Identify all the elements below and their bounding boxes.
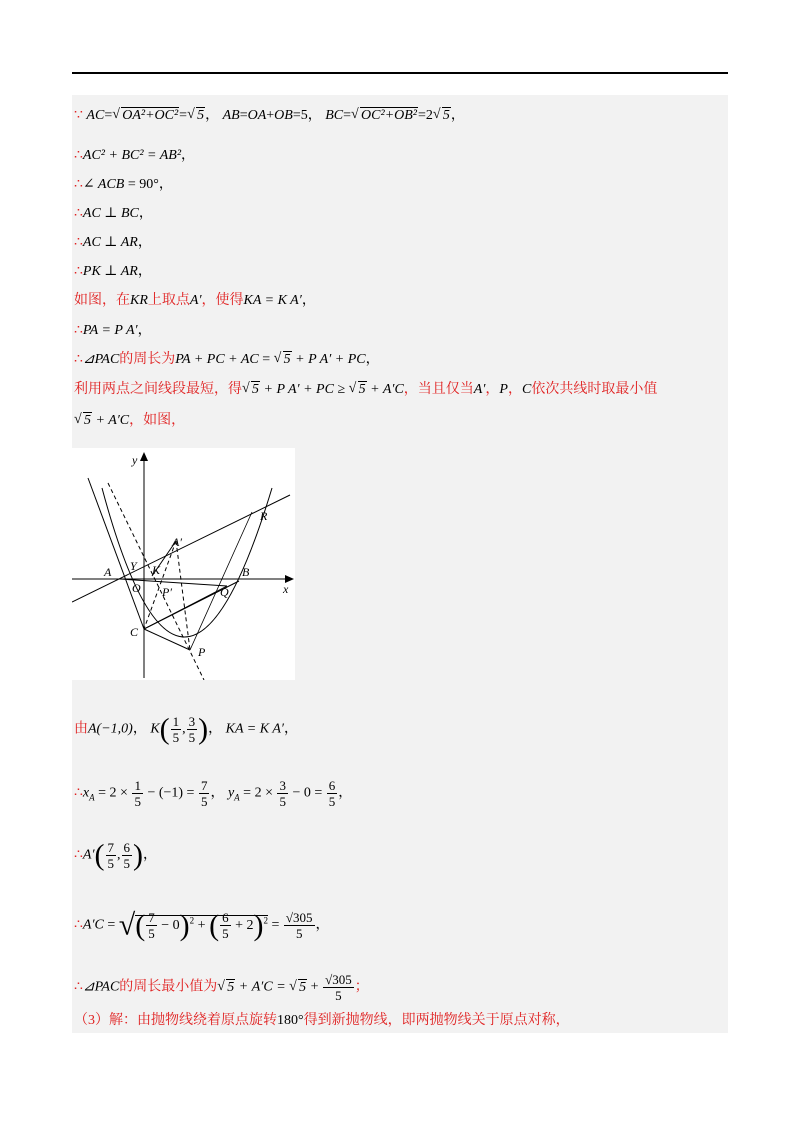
label-P: P <box>198 645 206 659</box>
label-A: A <box>104 565 112 579</box>
parabola <box>102 488 272 637</box>
label-Y: Y <box>130 559 137 573</box>
label-P-prime: P′ <box>162 585 172 599</box>
line-16: ∴⊿PAC的周长最小值为√ 5 + A′C = √ 5 + $\frac{√305}{5}$ ； <box>74 972 369 1003</box>
label-K: K <box>152 563 161 577</box>
line-8: ∴PA = P A′， <box>74 323 152 338</box>
header-rule <box>72 72 728 74</box>
line-AC <box>88 478 144 629</box>
dashed-A'P <box>176 541 190 650</box>
label-y: y <box>132 453 138 467</box>
label-O: O <box>132 581 141 595</box>
line-5: ∴AC ⊥ AR， <box>74 235 152 250</box>
line-2: ∴AC² + BC² = AB²， <box>74 148 196 163</box>
line-12: 由A(−1,0)， K( $\frac{1}{5}$ , $\frac{3}{5}$ )， KA = K A′， <box>74 712 298 746</box>
line-3: ∴∠ ACB = 90°， <box>74 177 173 192</box>
line-4: ∴AC ⊥ BC， <box>74 206 153 221</box>
label-x: x <box>283 582 289 596</box>
line-1: ∵ AC=√ OA²+OC²=√ 5， AB=OA+OB=5， BC=√ OC²+OB²=2√ 5， <box>74 106 465 126</box>
figure-svg <box>72 448 295 680</box>
line-11: √ 5 + A′C，如图， <box>74 411 185 431</box>
line-15: ∴A′C = √( $\frac{7}{5}$ − 0)$^2$ + ( $\frac{6}{5}$ + 2)$^2$ = $\frac{√305}{5}$ ， <box>74 908 330 942</box>
line-CQ <box>144 586 227 629</box>
label-R: R <box>260 509 268 523</box>
line-6: ∴PK ⊥ AR， <box>74 264 152 279</box>
geometry-figure <box>72 448 295 680</box>
label-A-prime: A′ <box>172 535 182 549</box>
label-C: C <box>130 625 139 639</box>
y-axis-arrow <box>140 452 148 461</box>
segment-PR <box>190 512 252 650</box>
line-7: 如图，在KR上取点A′，使得KA = K A′， <box>74 293 316 308</box>
label-B: B <box>242 565 250 579</box>
line-9: ∴⊿PAC的周长为PA + PC + AC = √ 5 + P A′ + PC， <box>74 350 380 370</box>
line-10: 利用两点之间线段最短，得√ 5 + P A′ + PC ≥ √ 5 + A′C，当且仅当A′，P，C依次共线时取最小值 <box>74 380 657 400</box>
line-17: （3）解：由抛物线绕着原点旋转180°得到新抛物线，即两抛物线关于原点对称， <box>74 1013 570 1028</box>
line-13: $\therefore x_A = 2$ × $\frac{1}{5}$ − (−1) = $\frac{7}{5}$ ， $y_A = 2$ × $\frac{3}{5}$ − 0 = $\frac{6}{5}$ ， <box>74 778 353 809</box>
label-Q: Q <box>220 585 229 599</box>
line-14: ∴A′( $\frac{7}{5}$ , $\frac{6}{5}$ )， <box>74 838 158 872</box>
line-PC <box>144 629 190 650</box>
